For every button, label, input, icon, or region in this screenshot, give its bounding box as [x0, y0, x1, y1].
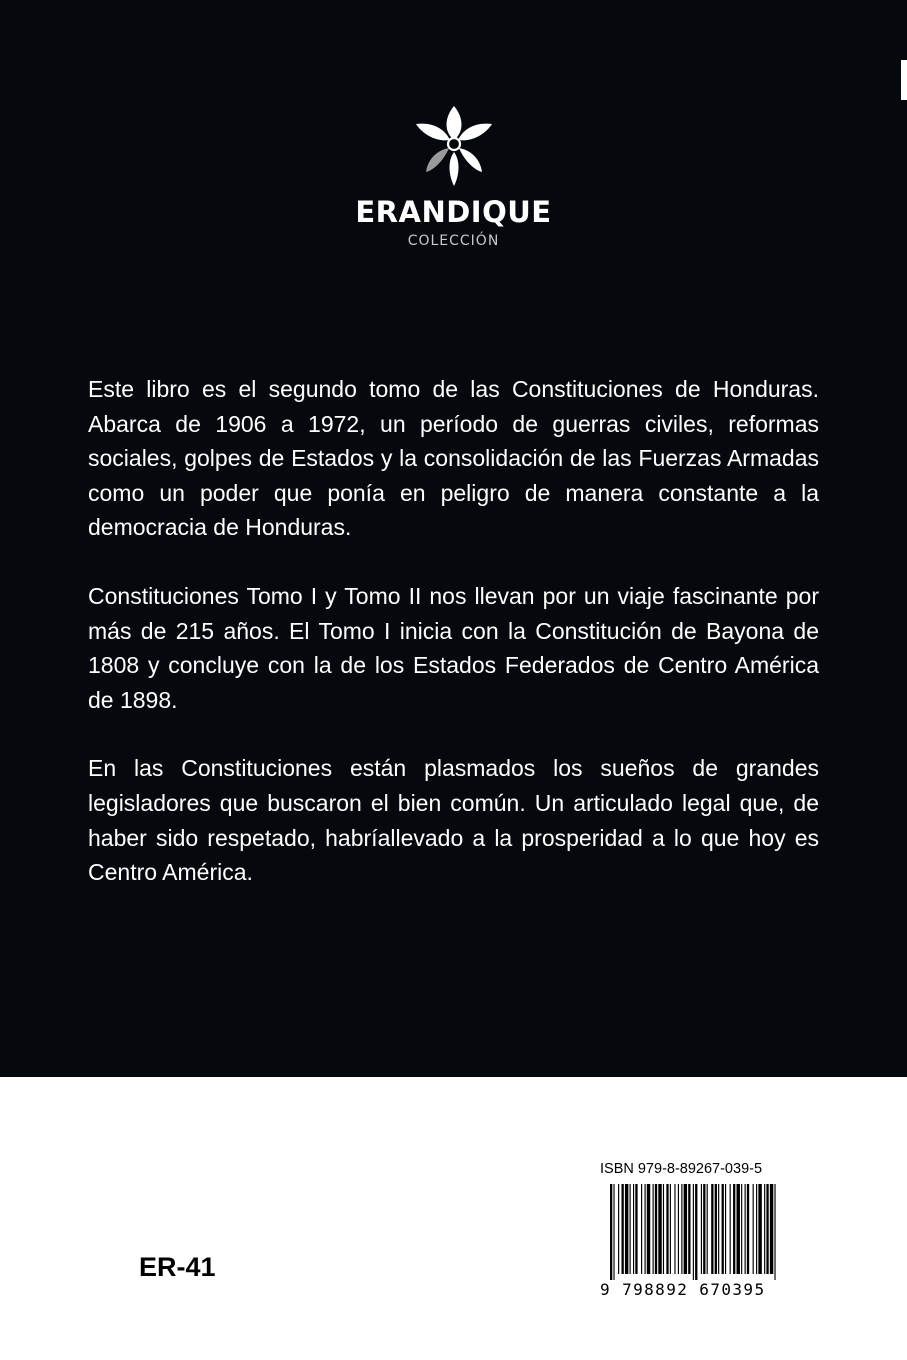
- barcode-bar: [733, 1184, 735, 1274]
- barcode-bar: [647, 1184, 650, 1274]
- barcode-bar: [774, 1184, 775, 1280]
- barcode-bar: [663, 1184, 664, 1274]
- back-cover-blurb: [88, 372, 819, 924]
- barcode-bar: [711, 1184, 713, 1274]
- barcode-bar: [722, 1184, 724, 1274]
- barcode-bar: [764, 1184, 765, 1274]
- blurb-paragraph: En las Constituciones están plasmados los sueños de grandes legisladores que buscaron el bien común. Un articulado legal que, de haber sido respetado, habríallevado a la prosperidad a lo que hoy es Centro América.: [88, 755, 819, 886]
- barcode-bar: [670, 1184, 671, 1274]
- flower-icon: [414, 100, 494, 188]
- barcode-bar: [645, 1184, 646, 1274]
- barcode-bar: [758, 1184, 761, 1274]
- barcode-bar: [741, 1184, 742, 1274]
- edge-mark: [901, 60, 907, 100]
- barcode-bar: [766, 1184, 768, 1274]
- barcode-bar: [756, 1184, 757, 1274]
- barcode-bar: [745, 1184, 746, 1274]
- barcode-bar: [610, 1184, 612, 1280]
- erandique-logo: [0, 100, 907, 250]
- barcode-bar: [655, 1184, 657, 1274]
- barcode-bar: [718, 1184, 719, 1274]
- barcode-bar: [674, 1184, 675, 1274]
- barcode-bar: [625, 1184, 628, 1274]
- brand-name: ERANDIQUE: [355, 195, 552, 229]
- barcode-bar: [753, 1184, 754, 1274]
- barcode-bar: [695, 1184, 697, 1280]
- series-code: ER-41: [139, 1252, 216, 1282]
- barcode-bar: [715, 1184, 717, 1274]
- barcode-bar: [641, 1184, 642, 1274]
- barcode-bar: [747, 1184, 749, 1274]
- barcode-bar: [703, 1184, 705, 1274]
- barcode-bar: [630, 1184, 631, 1274]
- barcode-bar: [613, 1184, 614, 1280]
- barcode-bar: [770, 1184, 773, 1274]
- barcode-bar: [730, 1184, 731, 1274]
- barcode-bar: [622, 1184, 624, 1274]
- barcode-bar: [737, 1184, 740, 1274]
- isbn-barcode: [600, 1160, 780, 1302]
- barcode-bar: [658, 1184, 661, 1274]
- isbn-label: ISBN 979-8-89267-039-5: [600, 1161, 763, 1177]
- barcode-bar: [725, 1184, 726, 1274]
- barcode-bar: [666, 1184, 668, 1274]
- barcode-bar: [635, 1184, 637, 1274]
- barcode-bar: [653, 1184, 654, 1274]
- barcode-bar: [678, 1184, 679, 1274]
- barcode-bar: [618, 1184, 619, 1274]
- barcode-bar: [707, 1184, 708, 1274]
- barcode-bar: [633, 1184, 634, 1274]
- barcode-bar: [684, 1184, 687, 1274]
- barcode-bars: [610, 1184, 778, 1280]
- blurb-paragraph: Constituciones Tomo I y Tomo II nos llevan por un viaje fascinante por más de 215 años. El Tomo I inicia con la Constitución de Bayona de 1808 y concluye con la de los Estados Federados de Centro América de 1898.: [88, 582, 819, 713]
- blurb-paragraph: Este libro es el segundo tomo de las Constituciones de Honduras. Abarca de 1906 a 1972, un período de guerras civiles, reformas sociales, golpes de Estados y la consolidación de las Fuerzas Armadas como un poder que ponía en peligro de manera constante a la democracia de Honduras.: [88, 376, 819, 541]
- barcode-bar: [701, 1184, 702, 1274]
- barcode-bar: [688, 1184, 690, 1274]
- barcode-digits: 9 798892 670395: [600, 1280, 766, 1299]
- barcode-bar: [681, 1184, 682, 1274]
- barcode-bar: [693, 1184, 694, 1280]
- brand-subtitle: COLECCIÓN: [407, 233, 500, 249]
